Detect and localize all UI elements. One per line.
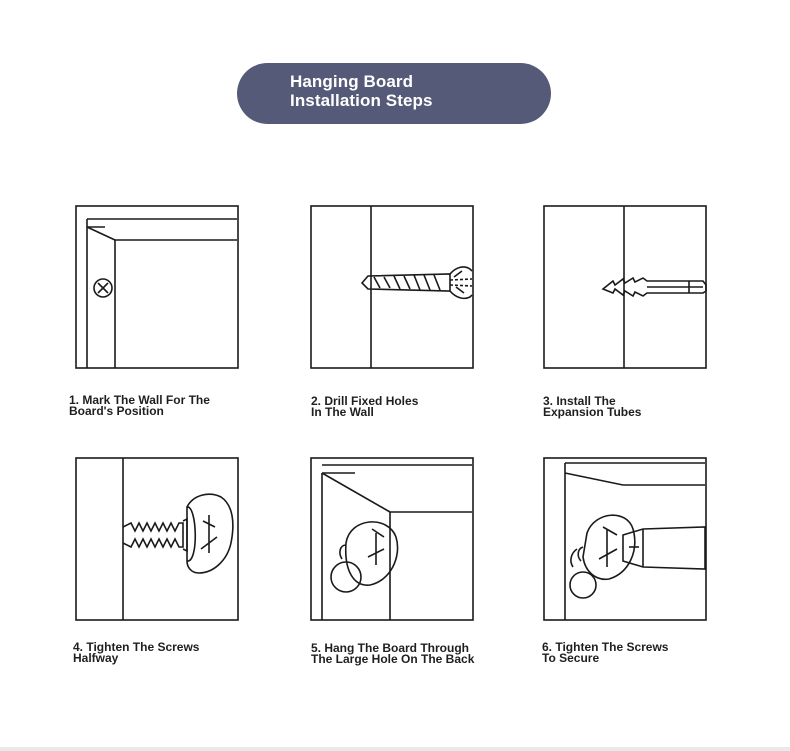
step-1-caption: 1. Mark The Wall For The Board's Position: [69, 393, 210, 418]
step-5-illustration: [310, 457, 474, 621]
board-hook-icon: [331, 522, 398, 592]
step-6-illustration: [543, 457, 707, 621]
step-3-illustration: [543, 205, 707, 369]
step-4-caption: 4. Tighten The Screws Halfway: [73, 640, 200, 665]
step-5-caption: 5. Hang The Board Through The Large Hole On The Back: [311, 641, 475, 666]
drill-bit-icon: [362, 267, 472, 298]
expansion-tube-icon: [603, 278, 706, 296]
step-2-illustration: [310, 205, 474, 369]
step-6-caption: 6. Tighten The Screws To Secure: [542, 640, 669, 665]
step-3-caption: 3. Install The Expansion Tubes: [543, 394, 642, 419]
secured-screw-icon: [570, 515, 705, 598]
title-line-1: Hanging Board: [290, 72, 414, 91]
step-2-caption: 2. Drill Fixed Holes In The Wall: [311, 394, 419, 419]
title-banner: [237, 63, 551, 124]
bottom-divider: [0, 747, 790, 751]
step-4-illustration: [75, 457, 239, 621]
step-1-illustration: [75, 205, 239, 369]
title-line-2: Installation Steps: [290, 91, 433, 110]
screw-icon: [123, 494, 233, 573]
